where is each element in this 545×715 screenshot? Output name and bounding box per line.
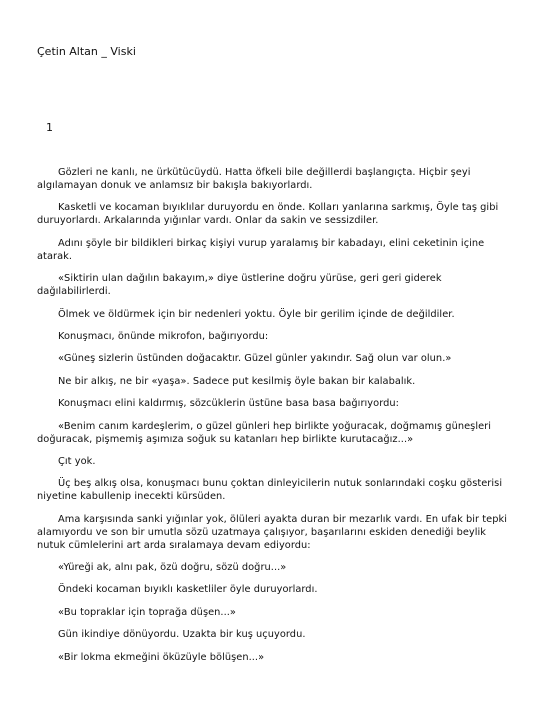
paragraph: Ölmek ve öldürmek için bir nedenleri yoktu. Öyle bir gerilim içinde de değildiler. <box>58 308 455 320</box>
chapter-number: 1 <box>46 121 53 134</box>
paragraph: «Güneş sizlerin üstünden doğacaktır. Güzel günler yakındır. Sağ olun var olun.» <box>58 353 452 365</box>
paragraph: Öndeki kocaman bıyıklı kasketliler öyle duruyorlardı. <box>58 584 318 596</box>
paragraph: Ama karşısında sanki yığınlar yok, ölüleri ayakta duran bir mezarlık vardı. En ufak bir tepki alamıyordu ve son bir umutla sözü uzatmaya çalışıyor, başarılarını eskiden denediği beylik nutuk cümlelerini art arda sıralamaya devam ediyordu: <box>37 513 507 551</box>
paragraph: «Bu topraklar için toprağa düşen...» <box>58 606 236 618</box>
paragraph: Üç beş alkış olsa, konuşmacı bunu çoktan dinleyicilerin nutuk sonlarındaki coşku gösterisi niyetine kabullenip inecekti kürsüden. <box>37 478 503 503</box>
paragraph: Konuşmacı, önünde mikrofon, bağırıyordu: <box>58 330 269 342</box>
paragraph: Ne bir alkış, ne bir «yaşa». Sadece put kesilmiş öyle bakan bir kalabalık. <box>58 375 416 387</box>
paragraph: Adını şöyle bir bildikleri birkaç kişiyi vurup yaralamış bir kabadayı, elini ceketinin içine atarak. <box>37 237 485 262</box>
paragraph: Konuşmacı elini kaldırmış, sözcüklerin üstüne basa basa bağırıyordu: <box>58 398 399 410</box>
paragraph: Gözleri ne kanlı, ne ürkütücüydü. Hatta öfkeli bile değillerdi başlangıçta. Hiçbir şeyi algılamayan donuk ve anlamsız bir bakışla bakıyorlardı. <box>37 167 471 191</box>
document-header: Çetin Altan _ Viski <box>37 45 136 58</box>
paragraph: Kasketli ve kocaman bıyıklılar duruyordu en önde. Kolları yanlarına sarkmış, Öyle taş gibi duruyorlardı. Arkalarında yığınlar vardı. Onlar da sakin ve sessizdiler. <box>37 202 499 227</box>
paragraph: «Siktirin ulan dağılın bakayım,» diye üstlerine doğru yürüse, geri geri giderek dağılabilirlerdi. <box>37 273 442 298</box>
body-text <box>37 166 515 673</box>
paragraph: «Bir lokma ekmeğini öküzüyle bölüşen...» <box>58 651 265 663</box>
paragraph: «Yüreği ak, alnı pak, özü doğru, sözü doğru...» <box>58 562 287 574</box>
paragraph: «Benim canım kardeşlerim, o güzel günleri hep birlikte yoğuracak, doğmamış güneşleri doğuracak, pişmemiş aşımıza soğuk su katanları hep birlikte kurutacağız...» <box>37 420 492 445</box>
paragraph: Gün ikindiye dönüyordu. Uzakta bir kuş uçuyordu. <box>58 629 306 641</box>
paragraph: Çıt yok. <box>58 455 96 467</box>
